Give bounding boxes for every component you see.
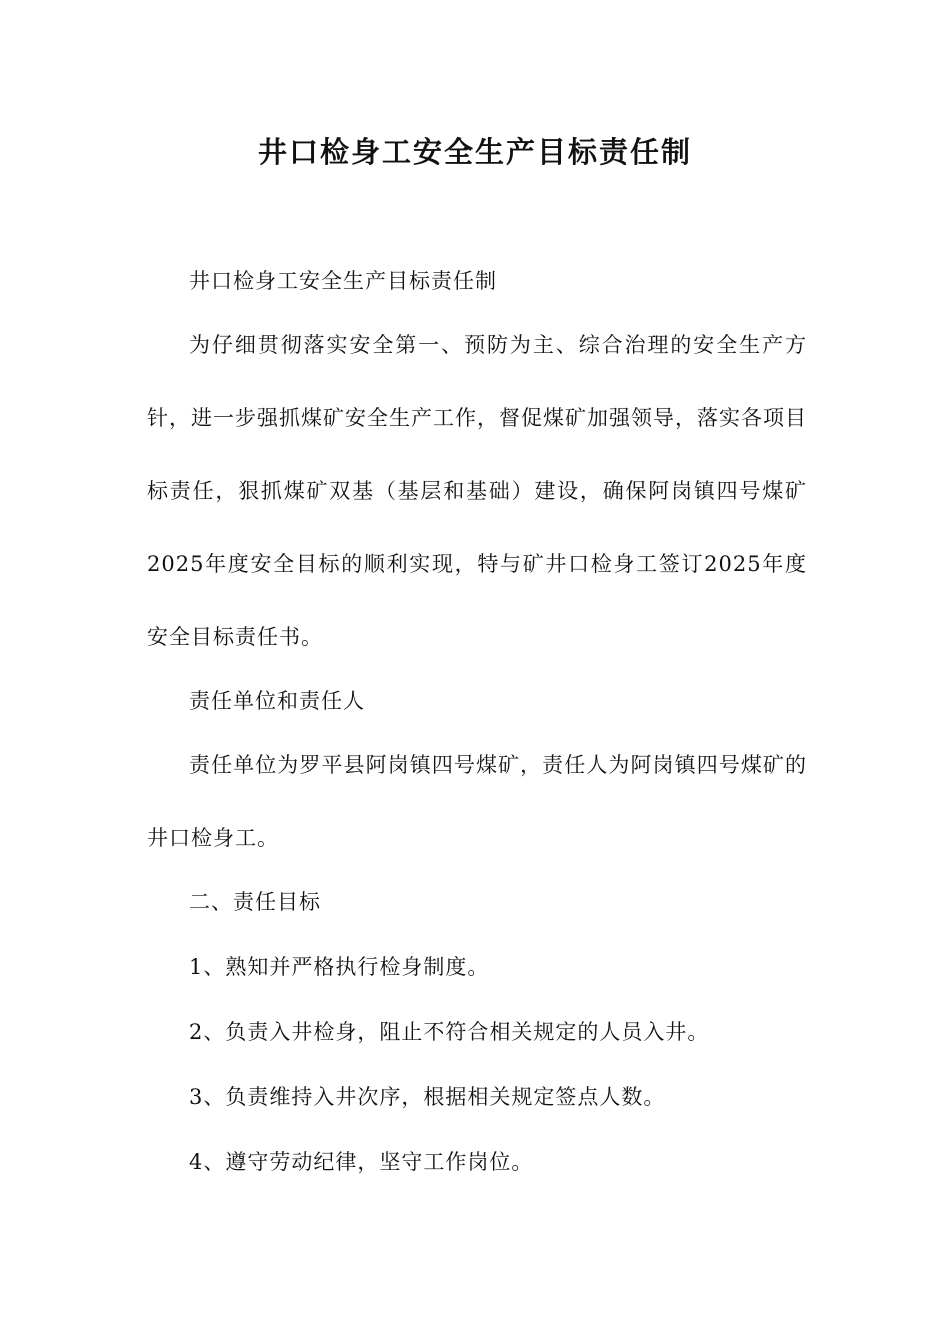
- document-title: 井口检身工安全生产目标责任制: [257, 135, 692, 169]
- list-item-goal-4: 4、遵守劳动纪律，坚守工作岗位。: [189, 1150, 534, 1174]
- paragraph-purpose: 为仔细贯彻落实安全第一、预防为主、综合治理的安全生产方针，进一步强抓煤矿安全生产工作，督促煤矿加强领导，落实各项目标责任，狠抓煤矿双基（基层和基础）建设，确保阿岗镇四号煤矿2025年度安全目标的顺利实现，特与矿井口检身工签订2025年度安全目标责任书。: [147, 333, 807, 649]
- list-item-goal-2: 2、负责入井检身，阻止不符合相关规定的人员入井。: [189, 1020, 710, 1044]
- paragraph-section-heading-goals: 二、责任目标: [189, 890, 321, 914]
- paragraph-subtitle: 井口检身工安全生产目标责任制: [189, 269, 497, 293]
- paragraph-responsible-unit: 责任单位为罗平县阿岗镇四号煤矿，责任人为阿岗镇四号煤矿的井口检身工。: [147, 753, 807, 850]
- document-body: [147, 262, 807, 1208]
- paragraph-section-heading-responsibility: 责任单位和责任人: [189, 689, 365, 713]
- list-item-goal-1: 1、熟知并严格执行检身制度。: [189, 955, 490, 979]
- list-item-goal-3: 3、负责维持入井次序，根据相关规定签点人数。: [189, 1085, 666, 1109]
